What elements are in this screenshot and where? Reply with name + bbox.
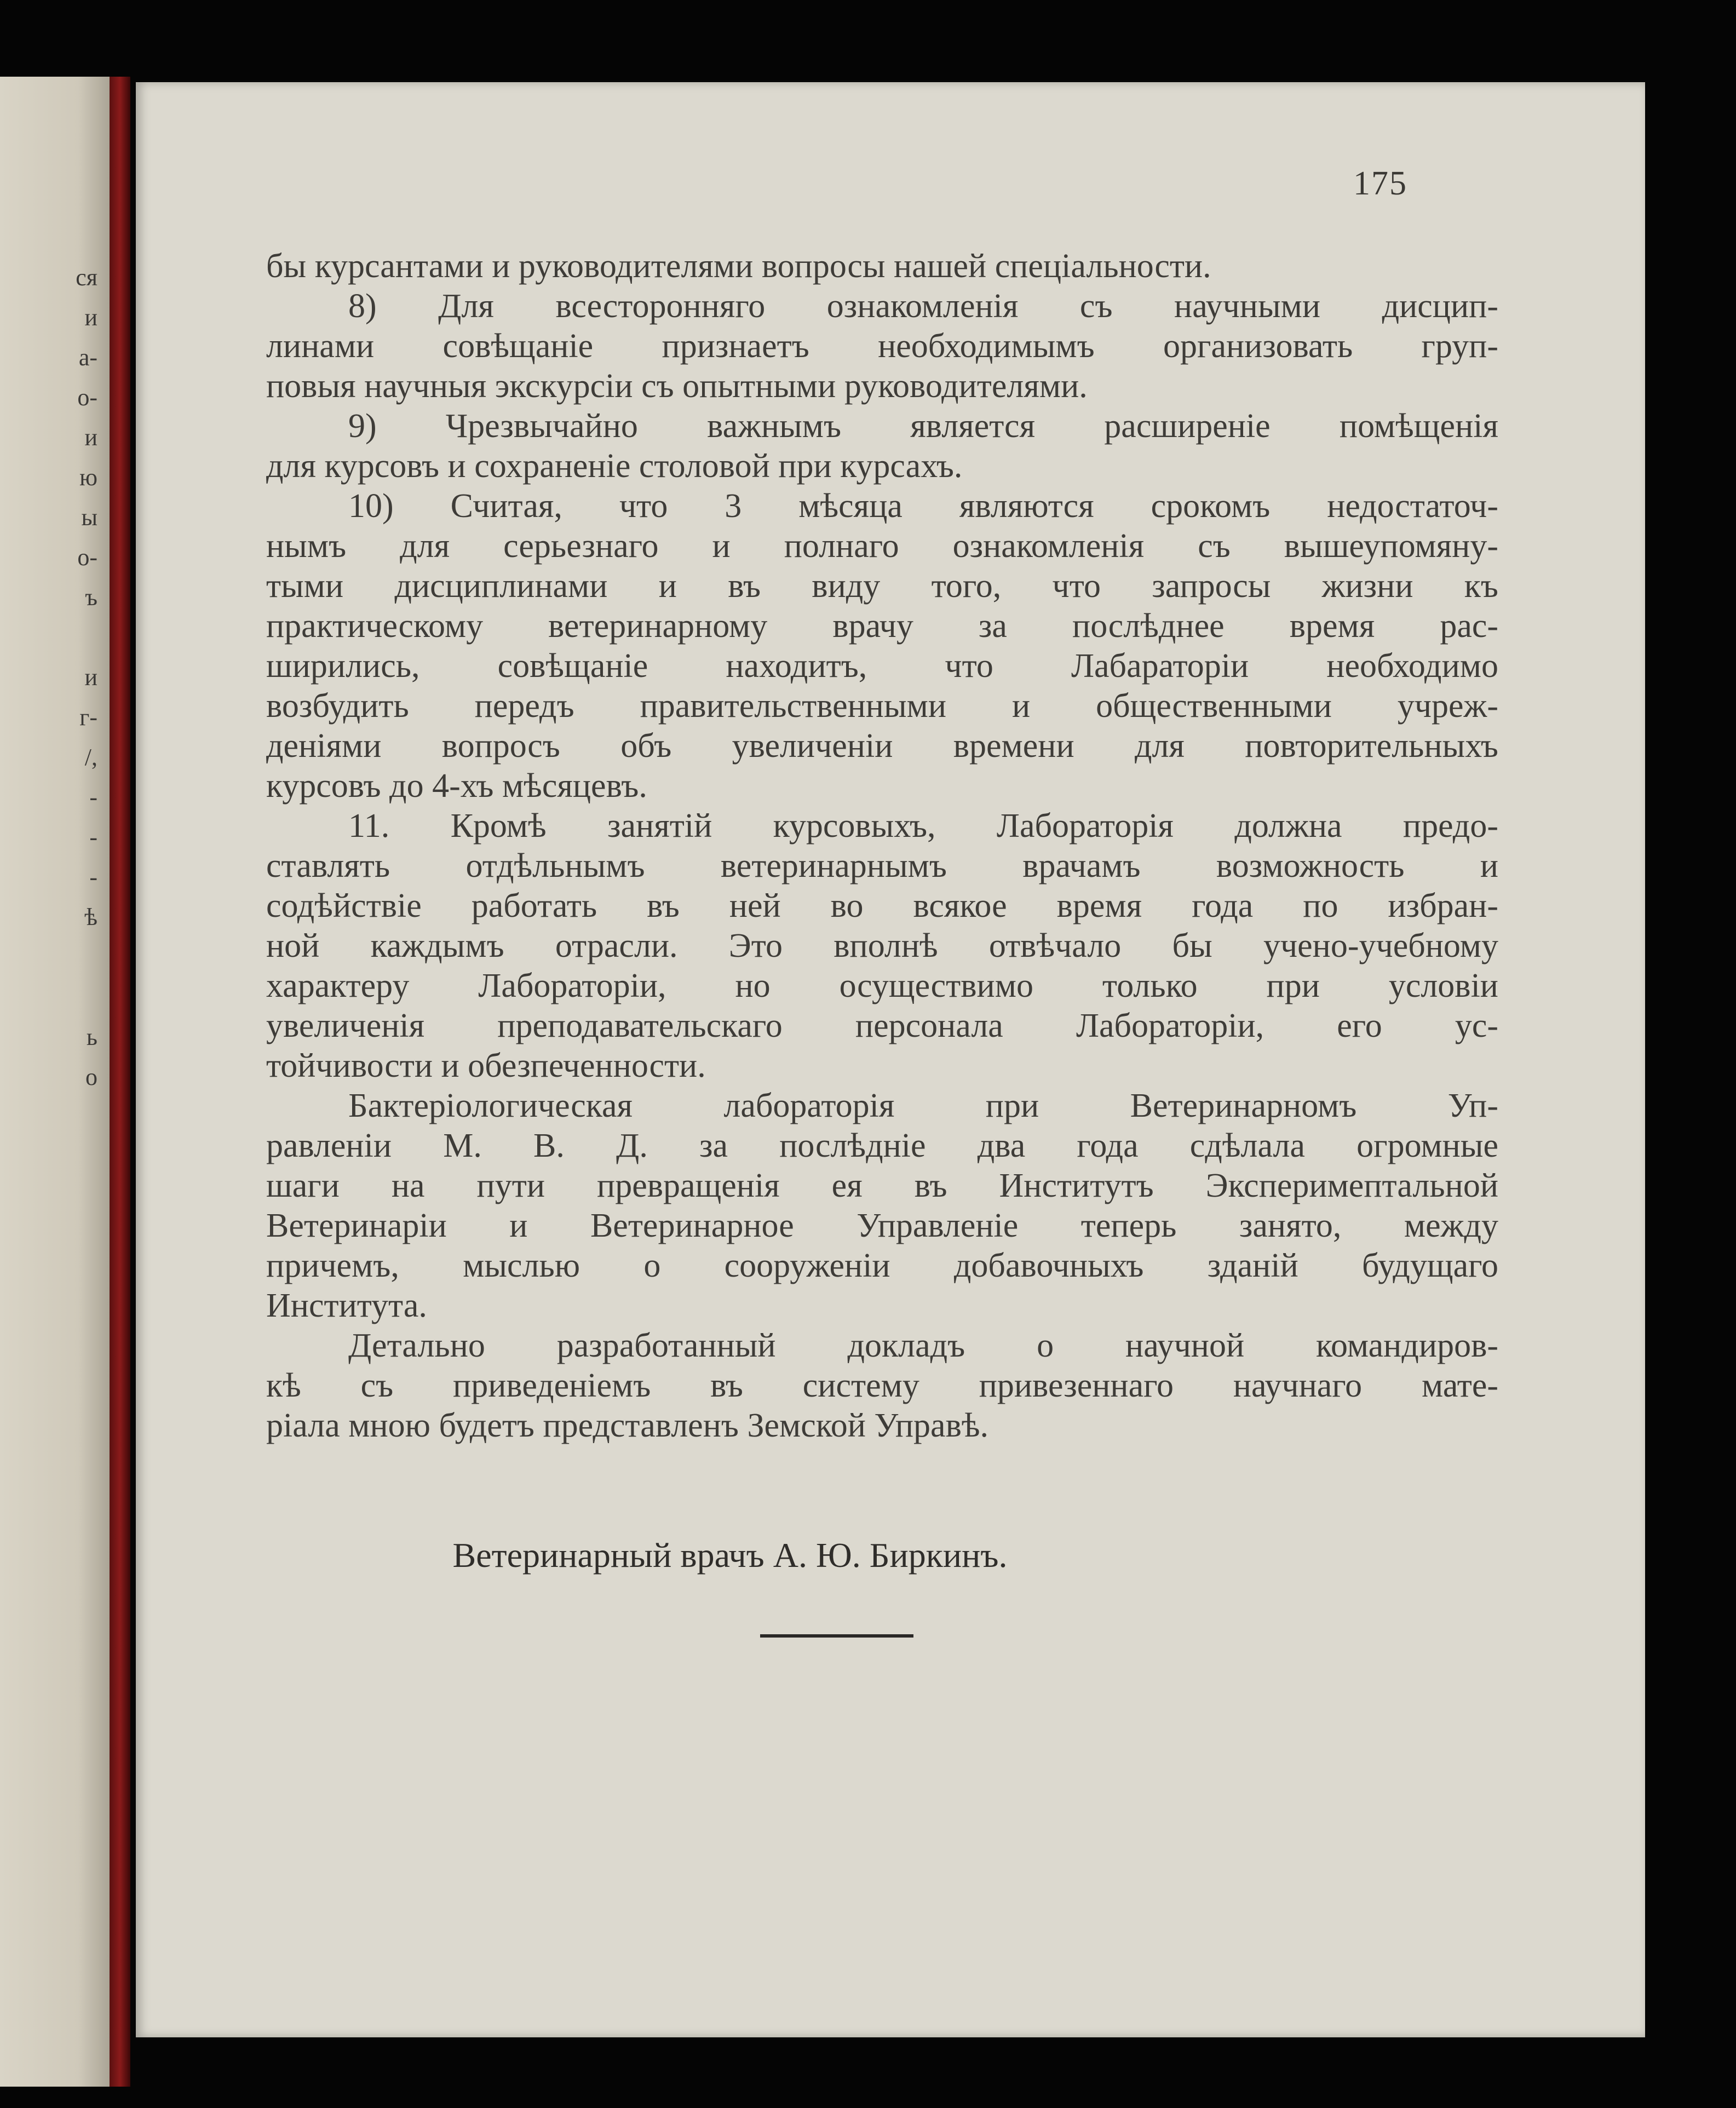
left-page-fragment: ю: [79, 464, 97, 491]
left-page-fragment: ѣ: [84, 904, 97, 930]
text-line: характеру Лабораторіи, но осуществимо только при условіи: [266, 967, 1498, 1004]
closing-rule: [760, 1634, 913, 1638]
text-line: ной каждымъ отрасли. Это вполнѣ отвѣчало бы учено-учебному: [266, 927, 1498, 964]
text-line: 10) Считая, что 3 мѣсяца являются срокомъ недостаточ-: [348, 487, 1498, 525]
text-line: практическому ветеринарному врачу за послѣднее время рас-: [266, 607, 1498, 645]
text-line: нымъ для серьезнаго и полнаго ознакомленія съ вышеупомяну-: [266, 527, 1498, 565]
text-line: равленіи М. В. Д. за послѣдніе два года сдѣлала огромные: [266, 1127, 1498, 1164]
left-page-fragment: [21, 977, 97, 1017]
text-line: увеличенія преподавательскаго персонала Лабораторіи, его ус-: [266, 1007, 1498, 1044]
signature-line: Ветеринарный врачъ А. Ю. Биркинъ.: [452, 1536, 1008, 1575]
text-line: повыя научныя экскурсіи съ опытными руководителями.: [266, 367, 1088, 405]
text-line: курсовъ до 4-хъ мѣсяцевъ.: [266, 767, 647, 805]
text-line: кѣ съ приведеніемъ въ систему привезеннаго научнаго мате-: [266, 1367, 1498, 1404]
text-line: 9) Чрезвычайно важнымъ является расширеніе помѣщенія: [348, 407, 1498, 445]
text-line: деніями вопросъ объ увеличеніи времени для повторительныхъ: [266, 727, 1498, 765]
left-page-fragment: г-: [79, 704, 97, 731]
text-line: Детально разработанный докладъ о научной командиров-: [348, 1327, 1498, 1364]
left-page-fragment: -: [89, 784, 97, 811]
left-page-fragment: и: [84, 424, 97, 451]
left-page-fragment: ся: [76, 264, 97, 291]
text-line: ріала мною будетъ представленъ Земской Управѣ.: [266, 1407, 989, 1444]
text-line: 8) Для всесторонняго ознакомленія съ научными дисцип-: [348, 288, 1498, 325]
left-page-fragment: о-: [77, 544, 97, 571]
page-text: [266, 246, 1498, 1446]
text-line: Бактеріологическая лабораторія при Ветеринарномъ Уп-: [348, 1087, 1498, 1124]
left-page-text-fragments: [21, 257, 97, 1097]
text-line: ширились, совѣщаніе находитъ, что Лабараторіи необходимо: [266, 647, 1498, 685]
text-line: Ветеринаріи и Ветеринарное Управленіе теперь занято, между: [266, 1207, 1498, 1244]
page-number: 175: [1353, 165, 1407, 202]
text-line: возбудить передъ правительственными и общественными учреж-: [266, 687, 1498, 725]
left-page-fragment: а-: [78, 344, 97, 371]
text-line: 11. Кромѣ занятій курсовыхъ, Лабораторія должна предо-: [348, 807, 1498, 845]
text-line: ставлять отдѣльнымъ ветеринарнымъ врачамъ возможность и: [266, 847, 1498, 884]
right-page: [136, 82, 1645, 2037]
left-page-fragment: [21, 937, 97, 977]
text-line: тыми дисциплинами и въ виду того, что запросы жизни къ: [266, 567, 1498, 605]
left-page-fragment: -: [89, 824, 97, 851]
left-page-fragment: /,: [84, 744, 97, 771]
left-page-fragment: о: [85, 1064, 97, 1090]
left-page-fragment: [21, 617, 97, 657]
text-line: тойчивости и обезпеченности.: [266, 1047, 706, 1084]
text-line: бы курсантами и руководителями вопросы нашей спеціальности.: [266, 248, 1211, 285]
text-line: линами совѣщаніе признаетъ необходимымъ организовать груп-: [266, 328, 1498, 365]
text-line: для курсовъ и сохраненіе столовой при курсахъ.: [266, 447, 963, 485]
book-cover-edge: [110, 77, 130, 2087]
left-page-fragment: ъ: [85, 584, 97, 611]
left-page-fragment: ь: [86, 1024, 97, 1050]
text-line: содѣйствіе работать въ ней во всякое время года по избран-: [266, 887, 1498, 924]
left-page-fragment: ы: [81, 504, 97, 531]
text-line: причемъ, мыслью о сооруженіи добавочныхъ зданій будущаго: [266, 1247, 1498, 1284]
left-page-fragment: и: [84, 304, 97, 331]
left-page-fragment: и: [84, 664, 97, 691]
text-line: Института.: [266, 1287, 427, 1324]
left-page-fragment: -: [89, 864, 97, 891]
text-line: шаги на пути превращенія ея въ Институтъ Эксперимептальной: [266, 1167, 1498, 1204]
left-page-fragment: о-: [77, 384, 97, 411]
